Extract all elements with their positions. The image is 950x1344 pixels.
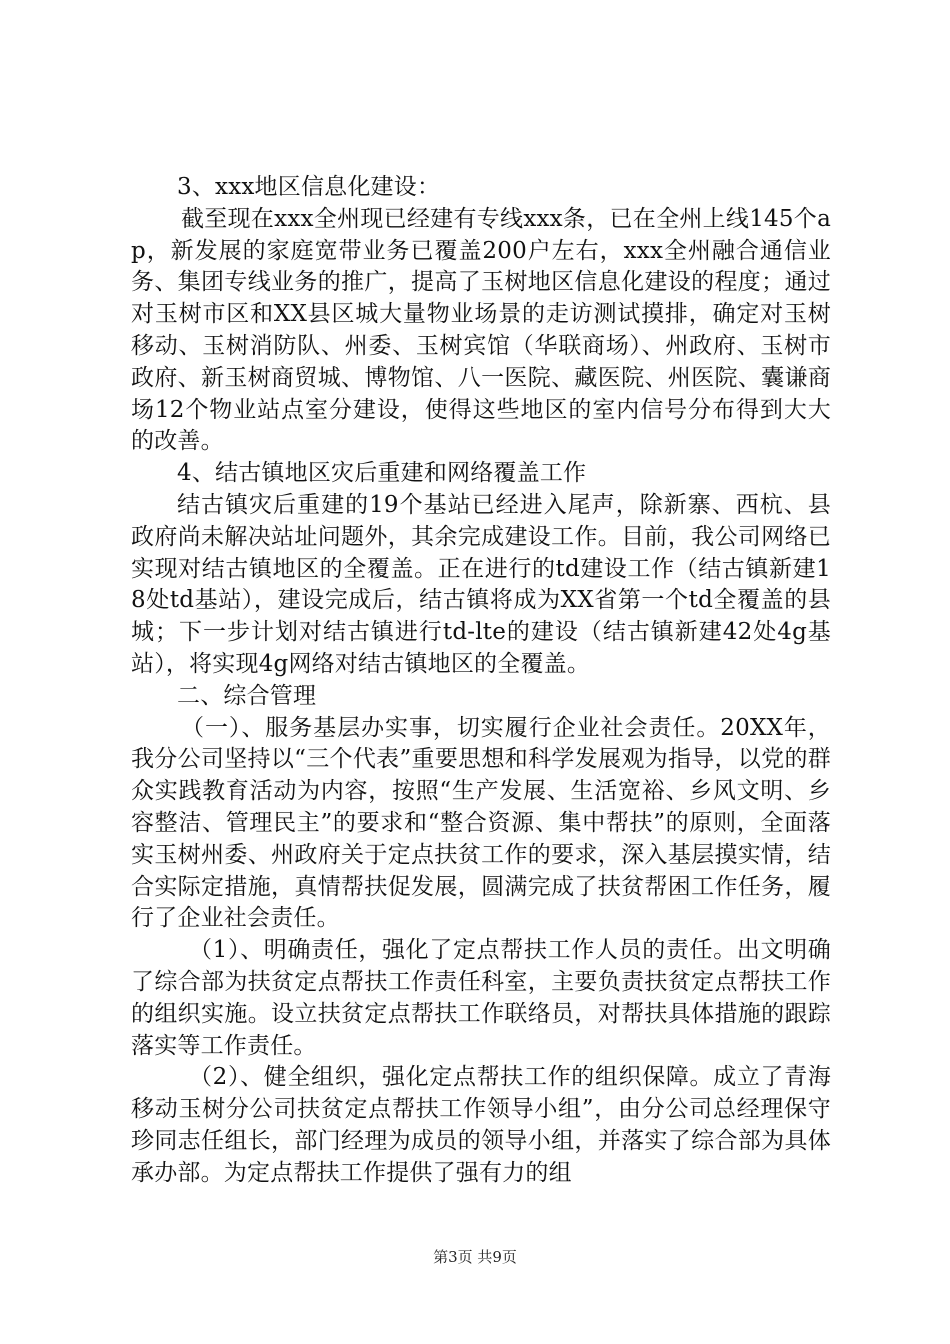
page-number-footer: 第3页 共9页 <box>433 1248 517 1266</box>
paragraph-informatization: 截至现在xxx全州现已经建有专线xxx条，已在全州上线145个ap，新发展的家庭宽带业务已覆盖200户左右，xxx全州融合通信业务、集团专线业务的推广，提高了玉树地区信息化建设的程度；通过对玉树市区和XX县区城大量物业场景的走访测试摸排，确定对玉树移动、玉树消防队、州委、玉树宾馆（华联商场）、州政府、玉树市政府、新玉树商贸城、博物馆、八一医院、藏医院、州医院、囊谦商场12个物业站点室分建设，使得这些地区的室内信号分布得到大大的改善。 <box>131 205 831 455</box>
paragraph-organization: （2）、健全组织，强化定点帮扶工作的组织保障。成立了青海移动玉树分公司扶贫定点帮扶工作领导小组”，由分公司总经理保守珍同志任组长，部门经理为成员的领导小组，并落实了综合部为具体承办部。为定点帮扶工作提供了强有力的组 <box>131 1064 831 1186</box>
section-heading-3: 3、xxx地区信息化建设： <box>177 174 441 200</box>
section-heading-4: 4、结古镇地区灾后重建和网络覆盖工作 <box>177 460 587 487</box>
paragraph-reconstruction: 结古镇灾后重建的19个基站已经进入尾声，除新寨、西杭、县政府尚未解决站址问题外，其余完成建设工作。目前，我公司网络已实现对结古镇地区的全覆盖。正在进行的td建设工作（结古镇新建18处td基站），建设完成后，结古镇将成为XX省第一个td全覆盖的县城；下一步计划对结古镇进行td-lte的建设（结古镇新建42处4g基站），将实现4g网络对结古镇地区的全覆盖。 <box>131 491 831 677</box>
section-heading-management: 二、综合管理 <box>177 682 317 709</box>
document-body <box>131 172 831 1190</box>
paragraph-social-responsibility: （一）、服务基层办实事，切实履行企业社会责任。20XX年，我分公司坚持以“三个代表”重要思想和科学发展观为指导，以党的群众实践教育活动为内容，按照“生产发展、生活宽裕、乡风文明、乡容整洁、管理民主”的要求和“整合资源、集中帮扶”的原则，全面落实玉树州委、州政府关于定点扶贫工作的要求，深入基层摸实情，结合实际定措施，真情帮扶促发展，圆满完成了扶贫帮困工作任务，履行了企业社会责任。 <box>131 714 831 932</box>
paragraph-responsibility: （1）、明确责任，强化了定点帮扶工作人员的责任。出文明确了综合部为扶贫定点帮扶工作责任科室，主要负责扶贫定点帮扶工作的组织实施。设立扶贫定点帮扶工作联络员，对帮扶具体措施的跟踪落实等工作责任。 <box>131 937 831 1059</box>
